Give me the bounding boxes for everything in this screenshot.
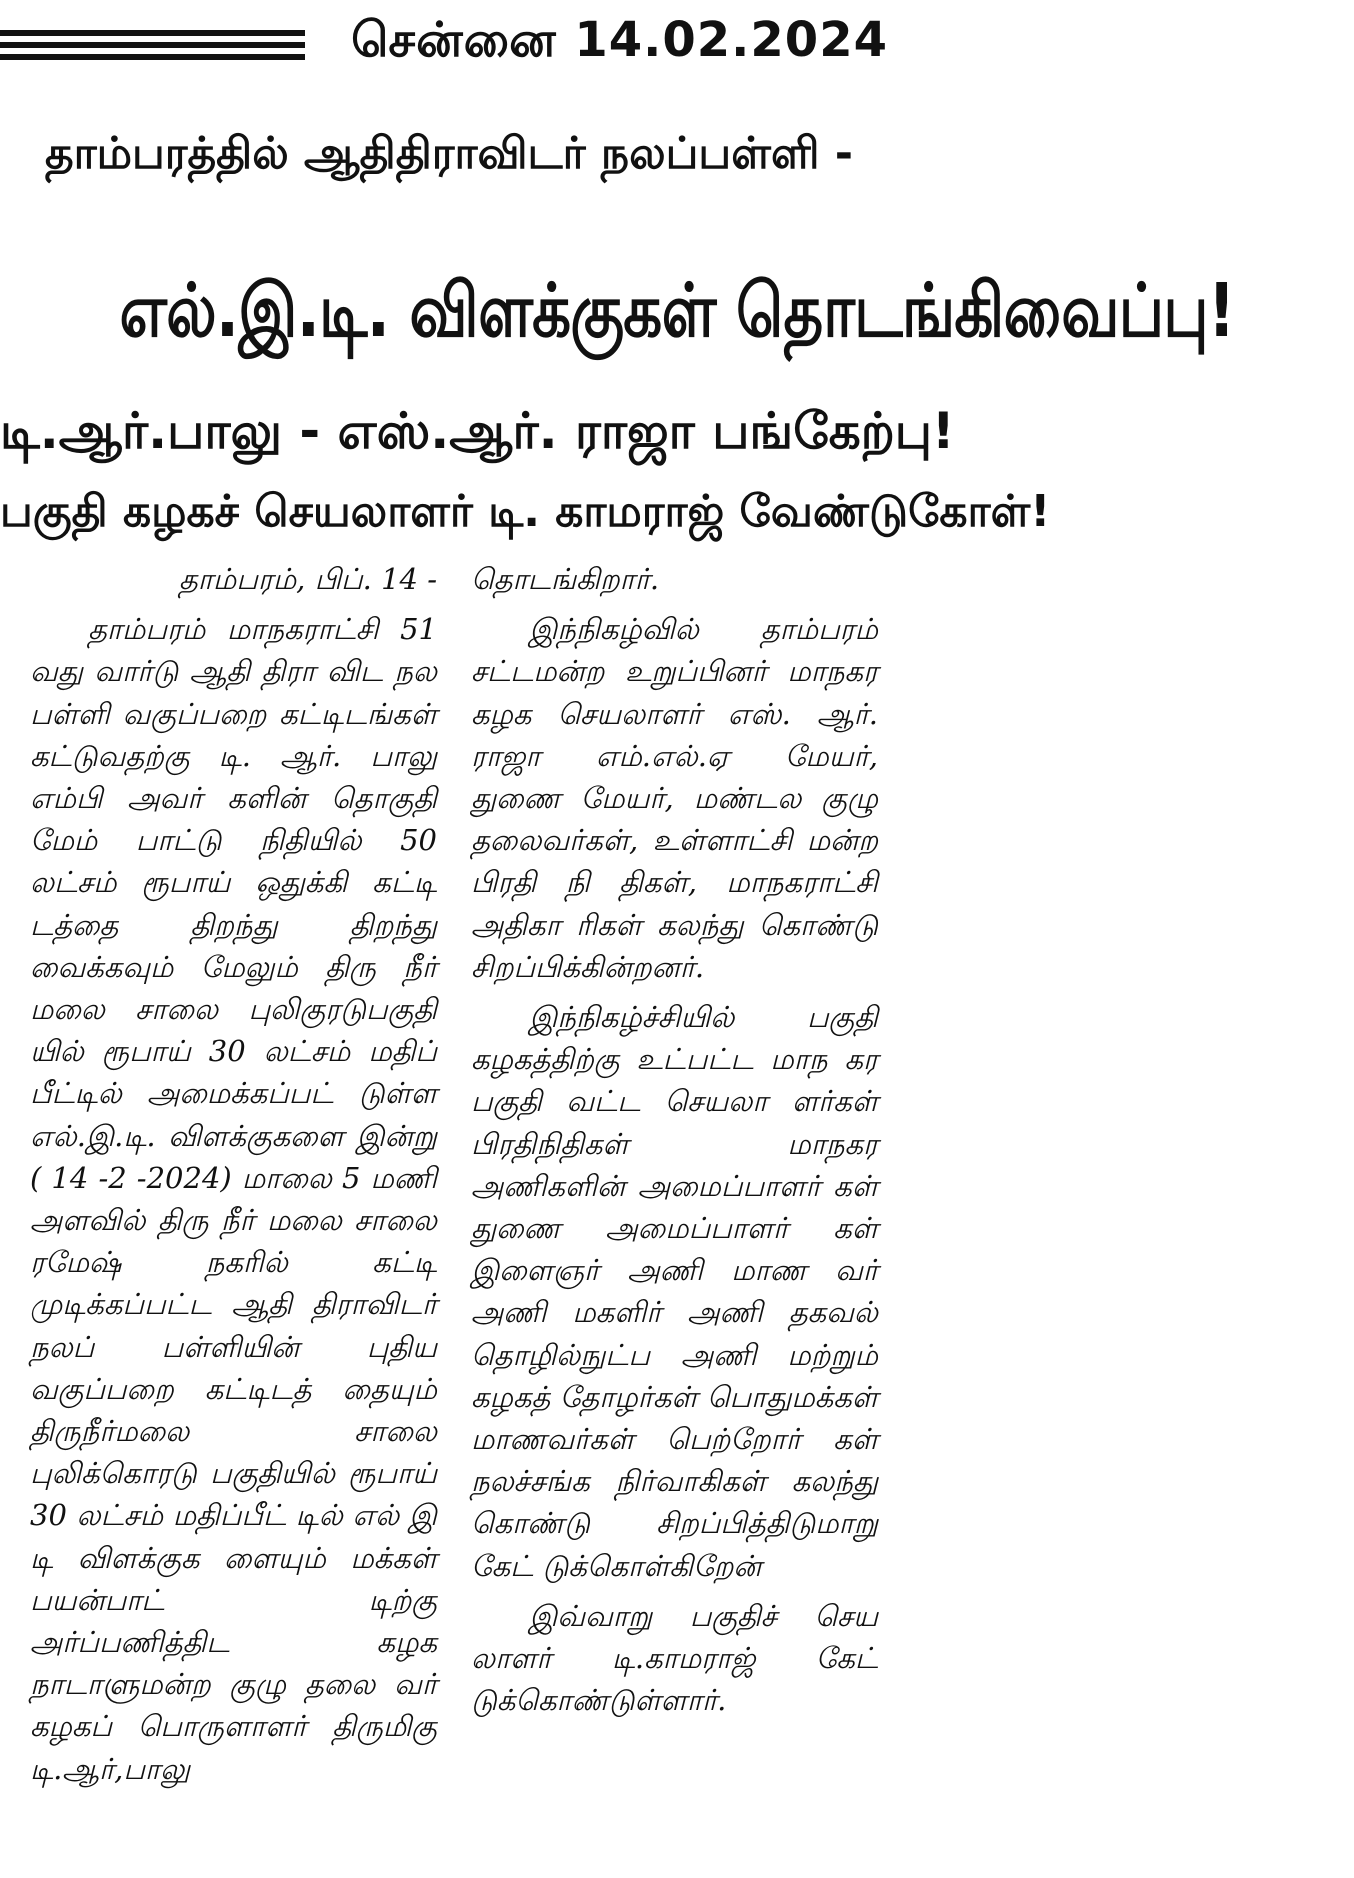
article-column-1 [30,558,437,1858]
paragraph: தொடங்கிறார். [471,562,660,596]
article-body [30,558,878,1858]
headline-main: எல்.இ.டி. விளக்குகள் தொடங்கிவைப்பு! [119,268,1235,354]
article-column-2 [471,558,878,1858]
masthead-rules [0,30,305,66]
headline-sub-1: டி.ஆர்.பாலு - எஸ்.ஆர். ராஜா பங்கேற்பு! [0,402,955,460]
paragraph: இந்நிகழ்ச்சியில் பகுதி கழகத்திற்கு உட்பட்ட மாந கர பகுதி வட்ட செயலா ளர்கள் பிரதிநிதிகள் மாநகர அணிகளின் அமைப்பாளர் கள் துணை அமைப்பாளர் கள் இளைஞர் அணி மாண வர் அணி மகளிர் அணி தகவல் தொழில்நுட்ப அணி மற்றும் கழகத் தோழர்கள் பொதுமக்கள் மாணவர்கள் பெற்றோர் கள் நலச்சங்க நிர்வாகிகள் கலந்து கொண்டு சிறப்பித்திடுமாறு கேட் டுக்கொள்கிறேன் [471,1000,878,1583]
paragraph: இந்நிகழ்வில் தாம்பரம் சட்டமன்ற உறுப்பினர் மாநகர கழக செயலாளர் எஸ். ஆர். ராஜா எம்.எல்.ஏ மேயர், துணை மேயர், மண்டல குழு தலைவர்கள், உள்ளாட்சி மன்ற பிரதி நி திகள், மாநகராட்சி அதிகா ரிகள் கலந்து கொண்டு சிறப்பிக்கின்றனர். [471,612,878,984]
paragraph: இவ்வாறு பகுதிச் செய லாளர் டி.காமராஜ் கேட் டுக்கொண்டுள்ளார். [471,1598,878,1718]
masthead [0,0,898,110]
headline-sub-2: பகுதி கழகச் செயலாளர் டி. காமராஜ் வேண்டுகோள்! [0,486,1051,537]
dateline: சென்னை 14.02.2024 [351,12,888,68]
place-date: தாம்பரம், பிப். 14 - [178,562,437,596]
paragraph: தாம்பரம் மாநகராட்சி 51 வது வார்டு ஆதி திரா விட நல பள்ளி வகுப்பறை கட்டிடங்கள் கட்டுவதற்கு டி. ஆர். பாலு எம்பி அவர் களின் தொகுதி மேம் பாட்டு நிதியில் 50 லட்சம் ரூபாய் ஒதுக்கி கட்டி டத்தை திறந்து திறந்து வைக்கவும் மேலும் திரு நீர் மலை சாலை புலிகுரடுபகுதி யில் ரூபாய் 30 லட்சம் மதிப் பீட்டில் அமைக்கப்பட் டுள்ள எல்.இ.டி. விளக்குகளை இன்று ( 14 -2 -2024) மாலை 5 மணி அளவில் திரு நீர் மலை சாலை ரமேஷ் நகரில் கட்டி முடிக்கப்பட்ட ஆதி திராவிடர் நலப் பள்ளியின் புதிய வகுப்பறை கட்டிடத் தையும் திருநீர்மலை சாலை புலிக்கொரடு பகுதியில் ரூபாய் 30 லட்சம் மதிப்பீட் டில் எல் இ டி விளக்குக ளையும் மக்கள் பயன்பாட் டிற்கு அர்ப்பணித்திட கழக நாடாளுமன்ற குழு தலை வர் கழகப் பொருளாளர் திருமிகு டி.ஆர்,பாலு [30,612,437,1786]
headline-kicker: தாம்பரத்தில் ஆதிதிராவிடர் நலப்பள்ளி - [44,128,854,179]
